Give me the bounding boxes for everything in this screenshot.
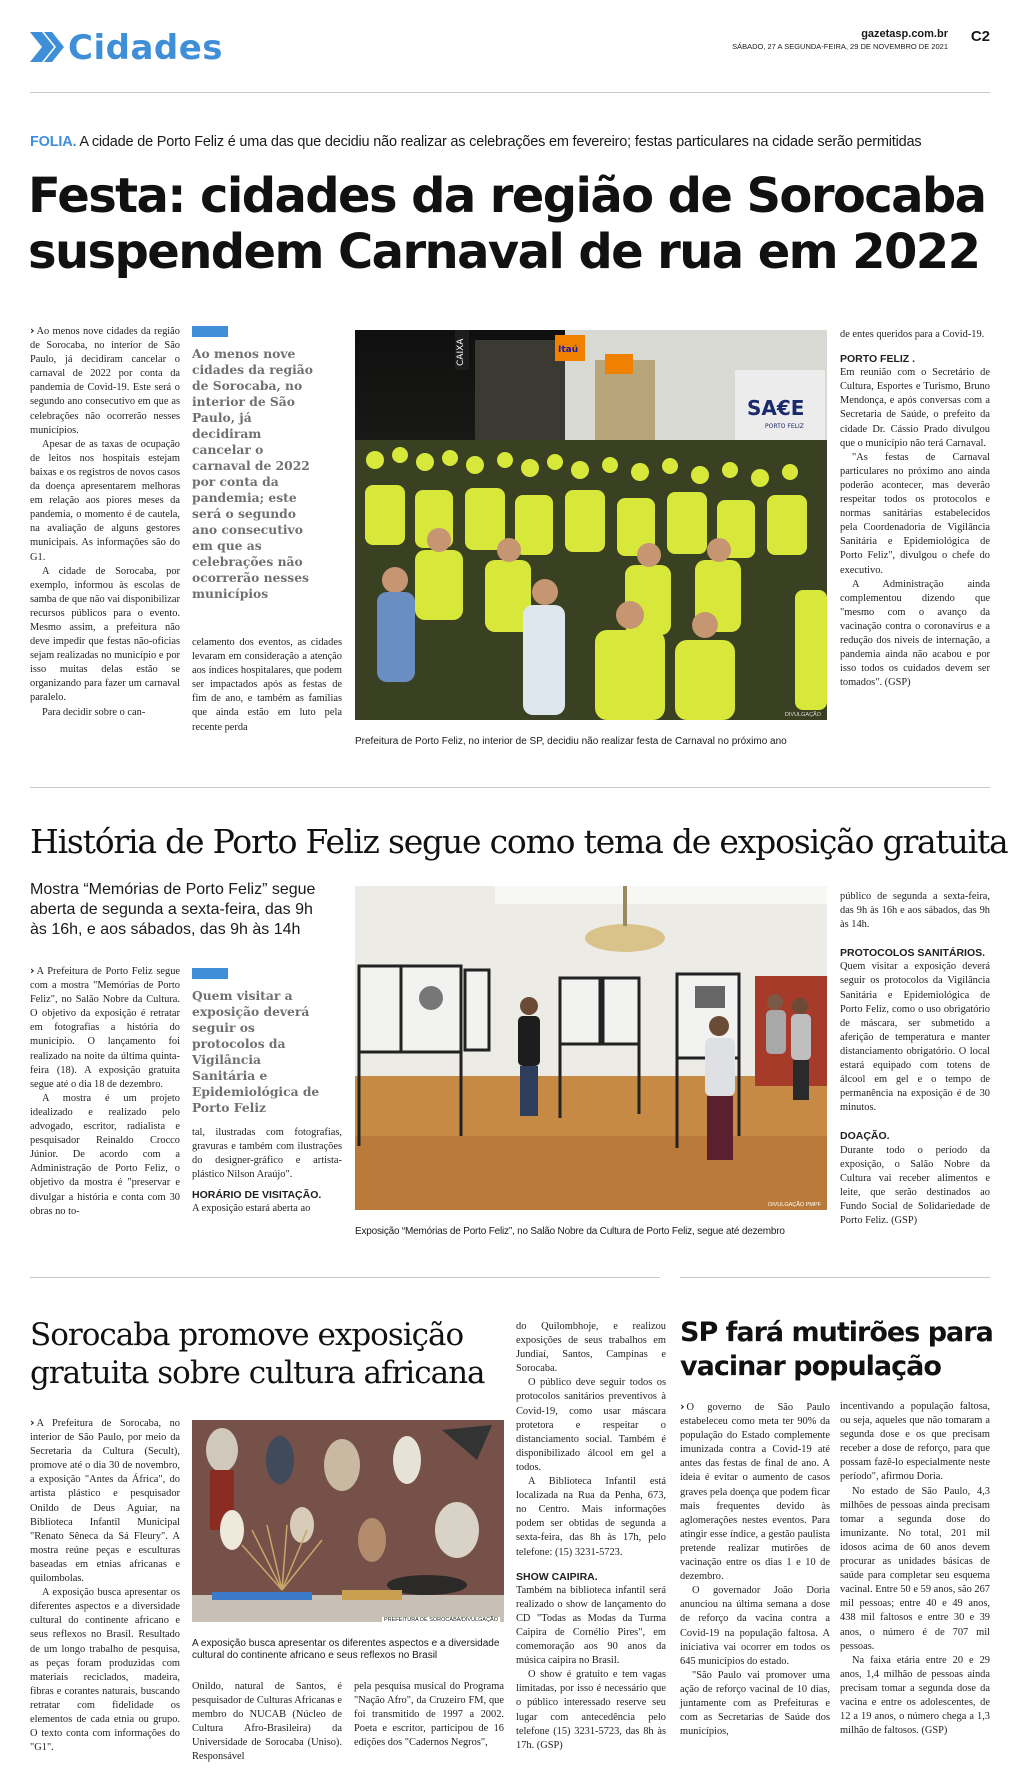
paragraph: O público deve seguir todos os protocolos sanitários preventivos à Covid-19, como usar máscara protetora e respeitar o distanciamento social. Também é disponibilizado álcool em gel a todos.: [516, 1377, 666, 1473]
crowd: [355, 440, 827, 720]
paragraph: A cidade de Sorocaba, por exemplo, informou às escolas de samba de que não vai disponibilizar recursos públicos para o evento. Mesmo assim, a prefeitura não deve impedir que festas não-oficias sejam realizadas no município e por isso muitas delas estão se organizando para fazer um carnaval paralelo.: [30, 565, 180, 704]
section-rule-1: [30, 787, 990, 788]
article4-headline: [680, 1316, 1000, 1384]
paragraph: Apesar de as taxas de ocupação de leitos nos hospitais estejam baixas e os registros de novos casos da doença apresentarem melhoras em relação aos piores meses da pandemia, o momento é de cautela, na avaliação de alguns gestores municipais. As informações são do G1.: [30, 438, 180, 563]
paragraph: O show é gratuito e tem vagas limitadas, por isso é necessário que o público interessado reserve seu lugar com antecedência pelo telefone (15) 3231-5723, das 8h às 17h. (GSP): [516, 1669, 666, 1751]
paragraph: Durante todo o período da exposição, o Salão Nobre da Cultura vai receber alimentos e leite, que serão destinados ao Fundo Social de Solidariedade de Porto Feliz. (GSP): [840, 1144, 990, 1226]
article2-col4: [840, 890, 990, 1228]
paragraph: Onildo, natural de Santos, é pesquisador de Culturas Africanas e membro do NUCAB (Núcleo de Cultura Afro-Brasileira) da Universidade de Sorocaba (Uniso). Responsável: [192, 1681, 342, 1763]
article1-col2: [192, 636, 342, 735]
subhead-protocolos: PROTOCOLOS SANITÁRIOS.: [840, 947, 986, 960]
carnival-crowd-image: [355, 330, 827, 720]
subhead-visitacao: HORÁRIO DE VISITAÇÃO.: [192, 1189, 322, 1202]
paragraph: Na faixa etária entre 20 e 29 anos, 1,4 milhão de pessoas ainda precisam tomar a segunda dose da vacina e entre os adolescentes, de 12 a 19 anos, o número chega a 1,3 milhão de faltosos. (GSP): [840, 1654, 990, 1737]
paragraph: pela pesquisa musical do Programa "Nação Afro", da Cruzeiro FM, que foi transmitido de 1997 a 2002. Poeta e escritor, participou de 16 edições dos "Cadernos Negros",: [354, 1681, 504, 1749]
pullquote-text: Quem visitar a exposição deverá seguir os protocolos da Vigilância Sanitária e Epidemiológica de Porto Feliz: [192, 988, 320, 1115]
african-masks-image: [192, 1420, 504, 1622]
article2-col1: [30, 964, 180, 1219]
paragraph: celamento dos eventos, as cidades levaram em consideração a atenção aos índices hospitalares, que podem ser impactados após as festas de fim de ano, e também as famílias que ainda estão em luto pela recente perda: [192, 637, 342, 733]
paragraph: › A Prefeitura de Sorocaba, no interior de São Paulo, por meio da Secretaria da Cultura (Secult), promove até o dia 30 de novembro, a exposição "Antes da África", do artista plástico e pesquisador Onildo de Deus Aguiar, na Biblioteca Infantil Municipal "Renato Sêneca da Sá Fleury". A mostra reúne peças e esculturas baseadas em etnias africanas e quilombolas.: [30, 1416, 180, 1585]
section-header: [30, 28, 990, 68]
article1-pullquote: [192, 326, 322, 602]
itau-sign: Itaú: [558, 345, 579, 355]
photo-credit: DIVULGAÇÃO PMPF: [768, 1202, 821, 1208]
pullquote-bar: [192, 968, 228, 979]
headline-line1: Sorocaba promove exposição: [30, 1317, 464, 1353]
paragraph: Também na biblioteca infantil será realizado o show de lançamento do CD "Todas as Modas da Turma Caipira de Cornélio Pires", em comemoração aos 90 anos da música caipira no Brasil.: [516, 1584, 666, 1667]
paragraph: › O governo de São Paulo estabeleceu como meta ter 90% da população do Estado complemente imunizada contra a Covid-19 até antes das festas de final de ano. A ideia é evitar o aumento de casos graves pela doença que podem ficar mais frequentes devido às aglomerações nestes eventos. Para atingir esse índice, a gestão paulista pretende realizar mutirões de vacinação entre os dias 1 e 10 de dezembro.: [680, 1400, 830, 1583]
section-title: Cidades: [68, 28, 224, 68]
paragraph: do Quilombhoje, e realizou exposições de seus trabalhos em Jundiaí, Santos, Campinas e Sorocaba.: [516, 1321, 666, 1375]
carnival-photo: [355, 330, 827, 720]
photo-credit: DIVULGAÇÃO: [784, 712, 821, 718]
article2-col2: [192, 1126, 342, 1217]
article1-caption: Prefeitura de Porto Feliz, no interior de SP, decidiu não realizar festa de Carnaval no próximo ano: [355, 736, 787, 747]
subhead-porto-feliz: PORTO FELIZ .: [840, 353, 916, 366]
paragraph: › Ao menos nove cidades da região de Sorocaba, no interior de São Paulo, já decidiram cancelar o carnaval de 2022 por conta da pandemia de Covid-19. Este será o segundo ano consecutivo em que as celebrações não ocorrerão nesses municípios.: [30, 324, 180, 436]
paragraph: "As festas de Carnaval particulares no próximo ano ainda poderão acontecer, mas deverão respeitar todos os protocolos e normas sanitárias estabelecidos pela Coordenadoria de Vigilância Sanitária e Epidemiológica de Porto Feliz", divulgou o chefe do executivo.: [840, 451, 990, 576]
pullquote-bar: [192, 326, 228, 337]
african-art-photo: [192, 1420, 504, 1622]
article1-col1: [30, 324, 180, 720]
headline-line2: vacinar população: [680, 1351, 941, 1382]
paragraph: Quem visitar a exposição deverá seguir os protocolos da Vigilância Sanitária e Epidemiológica de Porto Feliz, como o uso obrigatório de máscara, ser submetido a aferição de temperatura e manter distanciamento obrigatório. O local estará equipado com totens de álcool em gel e o tempo de permanência na exposição é de 30 minutos.: [840, 961, 990, 1114]
paragraph: › A Prefeitura de Porto Feliz segue com a mostra "Memórias de Porto Feliz", no Salão Nobre da Cultura. O objetivo da exposição é retratar em fotografias a história do município. O lançamento foi realizado na noite da última quinta-feira (18). A exposição gratuita segue até o dia 18 de dezembro.: [30, 964, 180, 1090]
article1-headline: [28, 168, 988, 280]
header-rule: [30, 92, 990, 93]
article3-col4: [516, 1320, 666, 1753]
subhead-show-caipira: SHOW CAIPIRA.: [516, 1570, 598, 1583]
article1-col4: [840, 328, 990, 690]
photo-credit: PREFEITURA DE SOROCABA/DIVULGAÇÃO: [384, 1617, 498, 1622]
article1-kicker: [30, 134, 1010, 150]
headline-line2: suspendem Carnaval de rua em 2022: [28, 224, 980, 280]
paragraph: de entes queridos para a Covid-19.: [840, 329, 985, 340]
article2-caption: Exposição “Memórias de Porto Feliz”, no Salão Nobre da Cultura de Porto Feliz, segue até dezembro: [355, 1226, 785, 1237]
kicker-text: A cidade de Porto Feliz é uma das que decidiu não realizar as celebrações em fevereiro; festas particulares na cidade serão permitidas: [79, 134, 922, 150]
exhibition-photo: [355, 886, 827, 1210]
site-url: gazetasp.com.br: [861, 28, 948, 40]
chevron-icon: ›: [30, 324, 35, 337]
paragraph: No estado de São Paulo, 4,3 milhões de pessoas ainda precisam tomar a segunda dose do imunizante. No total, 201 mil idosos acima de 60 anos devem procurar as unidades básicas de saúde para completar seu esquema vacinal. Entre 50 e 59 anos, são 267 mil pessoas; entre 40 e 49 anos, 438 mil faltosos e entre 30 e 39 anos, o número é de 707 mil pessoas.: [840, 1485, 990, 1652]
article2-pullquote: [192, 968, 322, 1116]
article3-headline: [30, 1316, 510, 1392]
subhead-doacao: DOAÇÃO.: [840, 1130, 890, 1143]
kicker-label: FOLIA.: [30, 134, 77, 150]
double-chevron-icon: [30, 32, 66, 62]
paragraph: A mostra é um projeto idealizado e realizado pelo advogado, escritor, radialista e pesquisador Reinaldo Crocco Júnior. De acordo com a Administração de Porto Feliz, o objetivo da mostra é "preservar e divulgar a história e conta com 30 obras no to-: [30, 1092, 180, 1217]
chevron-icon: ›: [680, 1400, 685, 1413]
section-rule-2b: [680, 1277, 990, 1278]
paragraph: A exposição estará aberta ao: [192, 1203, 311, 1215]
paragraph: "São Paulo vai promover uma ação de reforço vacinal de 10 dias, juntamente com as Prefeituras e com as Secretarias de Saúde dos municípios,: [680, 1669, 830, 1738]
article2-headline: História de Porto Feliz segue como tema de exposição gratuita: [30, 822, 1008, 861]
article4-col2: [840, 1400, 990, 1738]
paragraph: Em reunião com o Secretário de Cultura, Esportes e Turismo, Bruno Mendonça, e após conversas com a Secretaria de Saúde, o prefeito da cidade Dr. Cássio Prado divulgou que o município não terá Carnaval.: [840, 367, 990, 449]
paragraph: A Administração ainda complementou dizendo que "mesmo com o avanço da vacinação contra o coronavírus e a redução dos níveis de internação, a pandemia ainda não acabou e por isso todos os cuidados devem ser tomados". (GSP): [840, 578, 990, 689]
article2-deck: Mostra “Memórias de Porto Feliz” segue aberta de segunda a sexta-feira, das 9h às 16h, e aos sábados, das 9h às 14h: [30, 881, 316, 938]
caixa-sign: CAIXA: [456, 338, 466, 366]
paragraph: público de segunda a sexta-feira, das 9h às 16h e aos sábados, das 9h às 14h.: [840, 891, 990, 931]
chevron-icon: ›: [30, 1416, 35, 1429]
exhibition-hall-image: [355, 886, 827, 1210]
headline-line2: gratuita sobre cultura africana: [30, 1355, 485, 1391]
paragraph: A Biblioteca Infantil está localizada na Rua da Penha, 673, no Centro. Mais informações podem ser obtidas de segunda a sexta-feira, das 8h às 17h, pelo telefone: (15) 3231-5723.: [516, 1476, 666, 1558]
paragraph: O governador João Doria anunciou na última semana a dose de reforço da vacina contra a Covid-19 na população faltosa. A iniciativa vai ocorrer em todos os 645 municípios do estado.: [680, 1585, 830, 1667]
headline-line1: SP fará mutirões para: [680, 1317, 993, 1348]
section-rule-2a: [30, 1277, 660, 1278]
paragraph: Para decidir sobre o can-: [42, 706, 146, 718]
article3-col3b: [354, 1680, 504, 1750]
article3-col1: [30, 1416, 180, 1755]
issue-date: SÁBADO, 27 A SEGUNDA-FEIRA, 29 DE NOVEMBRO DE 2021: [732, 42, 948, 51]
porto-feliz-sign: PORTO FELIZ: [765, 423, 804, 430]
headline-line1: Festa: cidades da região de Sorocaba: [28, 168, 986, 224]
paragraph: incentivando a população faltosa, ou seja, aqueles que não tomaram a segunda dose e os que precisam receber a dose de reforço, para que possam fazê-lo especialmente neste período", afirmou Doria.: [840, 1401, 990, 1483]
article3-caption: A exposição busca apresentar os diferentes aspectos e a diversidade cultural do continente africano e seus reflexos no Brasil: [192, 1638, 500, 1661]
article3-col2b: [192, 1680, 342, 1765]
saae-sign: SA€E: [747, 396, 805, 420]
chevron-icon: ›: [30, 964, 35, 977]
page-number: C2: [970, 28, 990, 45]
paragraph: A exposição busca apresentar os diferentes aspectos e a diversidade cultural do continente africano e seus reflexos no Brasil. Resultado de um longo trabalho de pesquisa, as peças foram produzidas com materiais reciclados, madeira, fibras e corantes naturais, buscando retratar com fidelidade os elementos de cada etnia ou grupo. O texto conta com informações do "G1".: [30, 1587, 180, 1754]
paragraph: tal, ilustradas com fotografias, gravuras e também com ilustrações do designer-gráfico e artista-plástico Nilson Araújo".: [192, 1127, 342, 1181]
pullquote-text: Ao menos nove cidades da região de Sorocaba, no interior de São Paulo, já decidiram cancelar o carnaval de 2022 por conta da pandemia; este será o segundo ano consecutivo em que as celebrações não ocorrerão nesses municípios: [192, 346, 313, 601]
article4-col1: [680, 1400, 830, 1739]
